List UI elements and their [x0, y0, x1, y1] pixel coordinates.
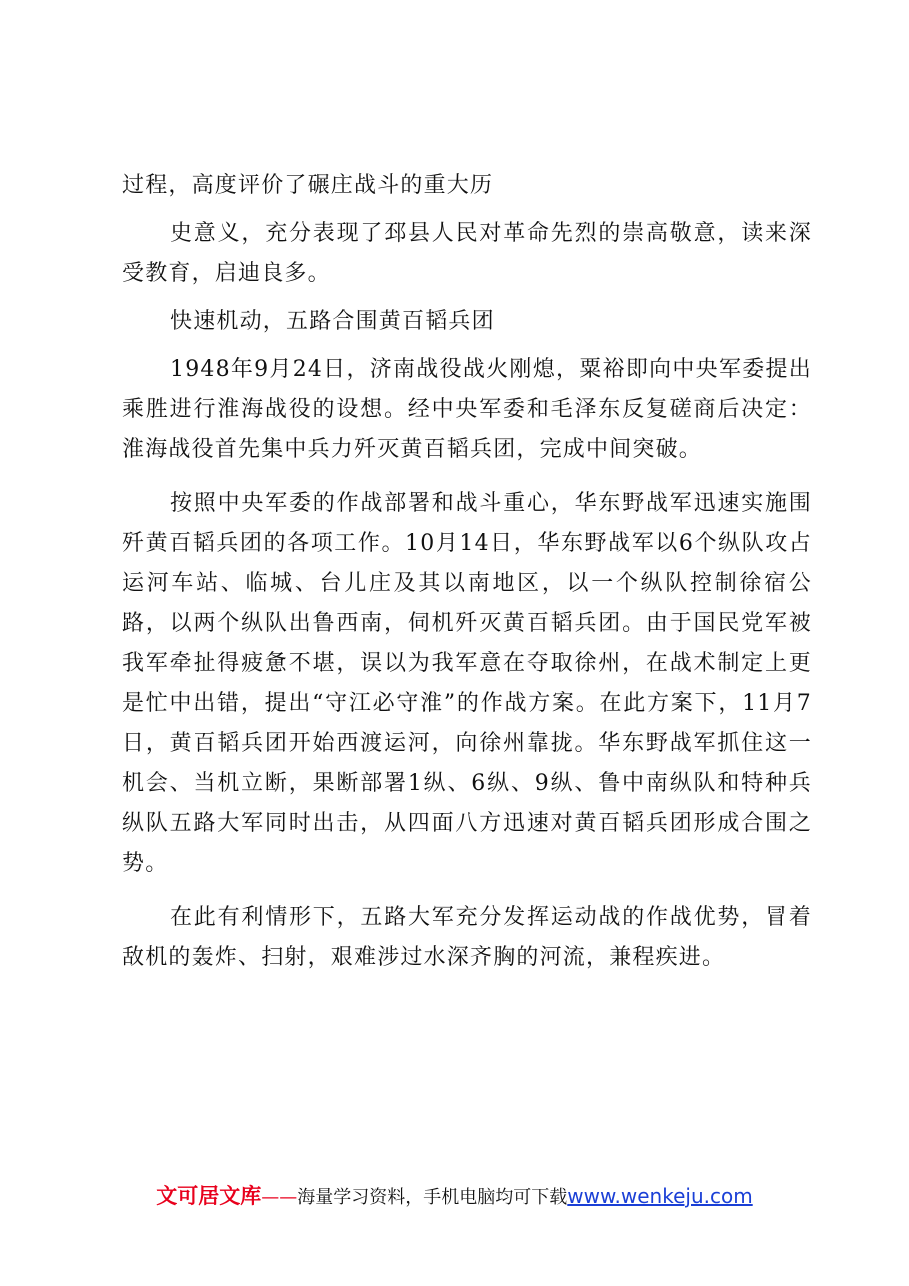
footer-tagline: 海量学习资料，手机电脑均可下载 — [297, 1187, 568, 1208]
paragraph: 1948年9月24日，济南战役战火刚熄，粟裕即向中央军委提出乘胜进行淮海战役的设想。经中央军委和毛泽东反复磋商后决定：淮海战役首先集中兵力歼灭黄百韬兵团，完成中间突破。 — [122, 357, 812, 462]
paragraph-continuation: 过程，高度评价了碾庄战斗的重大历 — [122, 173, 494, 198]
brand-separator: —— — [261, 1187, 298, 1208]
section-heading: 快速机动，五路合围黄百韬兵团 — [170, 309, 495, 334]
document-body — [122, 166, 812, 978]
paragraph: 按照中央军委的作战部署和战斗重心，华东野战军迅速实施围歼黄百韬兵团的各项工作。10月14日，华东野战军以6个纵队攻占运河车站、临城、台儿庄及其以南地区，以一个纵队控制徐宿公路，以两个纵队出鲁西南，伺机歼灭黄百韬兵团。由于国民党军被我军牵扯得疲惫不堪，误以为我军意在夺取徐州，在战术制定上更是忙中出错，提出“守江必守淮”的作战方案。在此方案下，11月7日，黄百韬兵团开始西渡运河，向徐州靠拢。华东野战军抓住这一机会、当机立断，果断部署1纵、6纵、9纵、鲁中南纵队和特种兵纵队五路大军同时出击，从四面八方迅速对黄百韬兵团形成合围之势。 — [122, 491, 812, 876]
brand-name: 文可居文库 — [156, 1184, 262, 1208]
paragraph: 史意义，充分表现了邳县人民对革命先烈的崇高敬意，读来深受教育，启迪良多。 — [122, 221, 812, 286]
paragraph: 在此有利情形下，五路大军充分发挥运动战的作战优势，冒着敌机的轰炸、扫射，艰难涉过水深齐胸的河流，兼程疾进。 — [122, 905, 812, 970]
footer-banner — [0, 1182, 909, 1212]
website-link[interactable]: www.wenkeju.com — [567, 1184, 753, 1208]
